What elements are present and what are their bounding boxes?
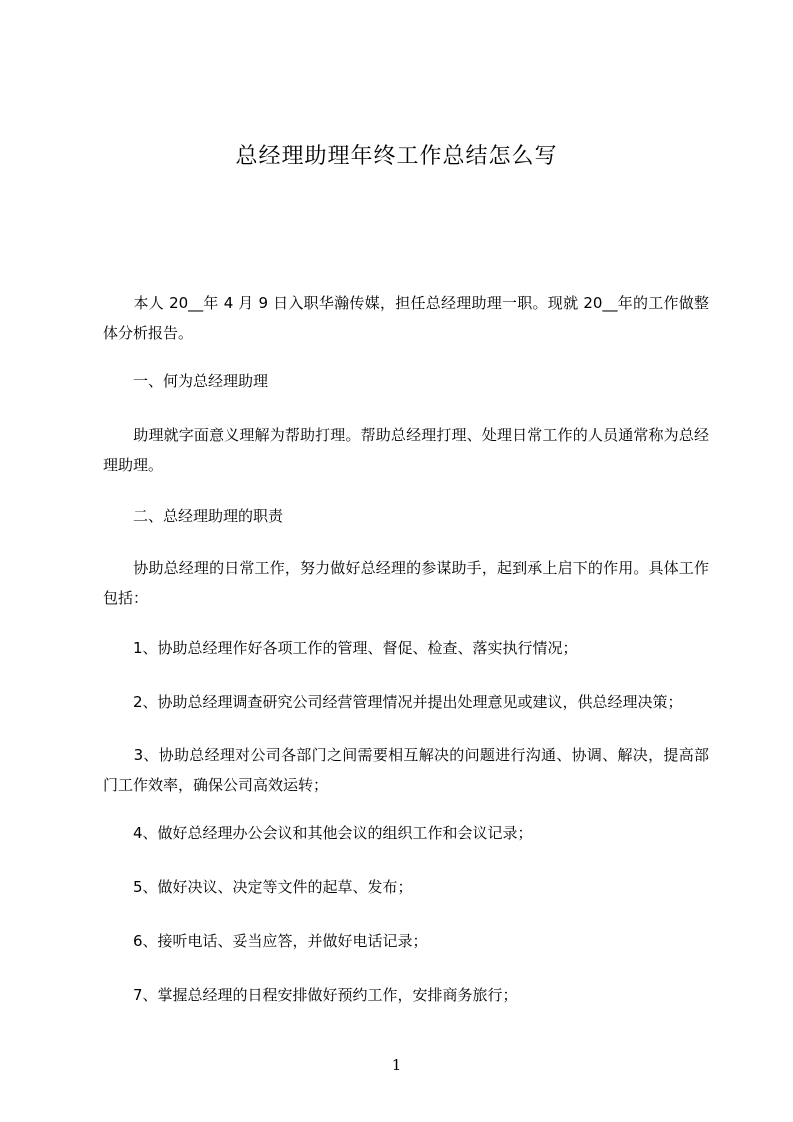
section-heading-1: 一、何为总经理助理 [103, 372, 269, 390]
list-item-2: 2、协助总经理调查研究公司经营管理情况并提出处理意见或建议，供总经理决策； [103, 693, 683, 711]
list-item-7: 7、掌握总经理的日程安排做好预约工作，安排商务旅行； [103, 986, 518, 1004]
paragraph-intro: 本人 20__年 4 月 9 日入职华瀚传媒，担任总经理助理一职。现就 20__年的工作做整体分析报告。 [103, 294, 709, 342]
page-number: 1 [391, 1056, 402, 1074]
list-item-5: 5、做好决议、决定等文件的起草、发布； [103, 878, 413, 896]
paragraph-duties: 协助总经理的日常工作，努力做好总经理的参谋助手，起到承上启下的作用。具体工作包括： [103, 559, 709, 607]
list-item-3: 3、协助总经理对公司各部门之间需要相互解决的问题进行沟通、协调、解决，提高部门工作效率，确保公司高效运转； [103, 746, 709, 794]
section-heading-2: 二、总经理助理的职责 [103, 507, 284, 525]
list-item-6: 6、接听电话、妥当应答，并做好电话记录； [103, 932, 428, 950]
list-item-4: 4、做好总经理办公会议和其他会议的组织工作和会议记录； [103, 824, 533, 842]
paragraph-definition: 助理就字面意义理解为帮助打理。帮助总经理打理、处理日常工作的人员通常称为总经理助理。 [103, 426, 709, 474]
document-title: 总经理助理年终工作总结怎么写 [235, 144, 558, 169]
list-item-1: 1、协助总经理作好各项工作的管理、督促、检查、落实执行情况； [103, 639, 578, 657]
